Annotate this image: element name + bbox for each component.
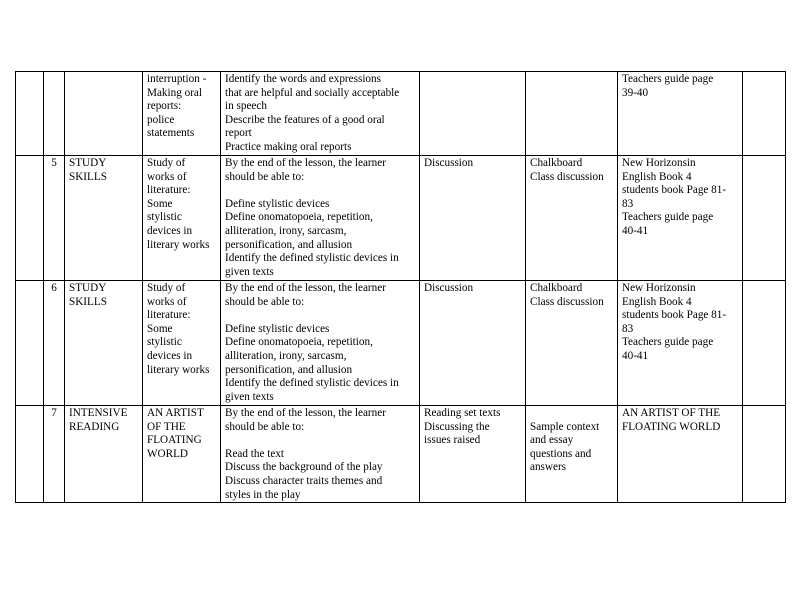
activities-cell — [420, 72, 526, 156]
subtopic-line: works of — [147, 295, 187, 308]
scheme-of-work-table — [15, 71, 786, 503]
subtopic-line: Some — [147, 197, 173, 210]
remarks-cell — [743, 156, 786, 281]
topic-cell — [65, 156, 143, 281]
references-line: Teachers guide page — [622, 336, 714, 349]
references-line: 83 — [622, 197, 634, 210]
subtopic-line: literary works — [147, 363, 210, 376]
references-cell — [618, 72, 743, 156]
lesson-number-text: 6 — [51, 282, 57, 294]
references-line: English Book 4 — [622, 170, 692, 183]
activities-line: Discussion — [424, 282, 474, 294]
resources-line: Sample context — [530, 420, 600, 433]
resources-line — [530, 407, 613, 421]
topic-line: SKILLS — [69, 170, 107, 183]
week-cell — [16, 72, 44, 156]
references-line: New Horizonsin — [622, 157, 696, 169]
objectives-line: Define onomatopoeia, repetition, — [225, 336, 373, 349]
objectives-line: Describe the features of a good oral — [225, 113, 385, 126]
subtopic-line: devices in — [147, 224, 193, 237]
references-line: English Book 4 — [622, 295, 692, 308]
objectives-line: Identify the defined stylistic devices in — [225, 252, 399, 265]
topic-cell — [65, 72, 143, 156]
subtopic-cell — [143, 281, 221, 406]
subtopic-cell — [143, 156, 221, 281]
subtopic-cell — [143, 72, 221, 156]
week-cell — [16, 156, 44, 281]
resources-line: Class discussion — [530, 170, 604, 183]
objectives-line: Define stylistic devices — [225, 197, 330, 210]
subtopic-line: Study of — [147, 157, 186, 169]
objectives-line: By the end of the lesson, the learner — [225, 157, 386, 169]
objectives-line: By the end of the lesson, the learner — [225, 282, 386, 294]
subtopic-line: devices in — [147, 349, 193, 362]
objectives-line: should be able to: — [225, 170, 305, 183]
objectives-line: personification, and allusion — [225, 363, 353, 376]
resources-line: Class discussion — [530, 295, 604, 308]
objectives-line: Discuss the background of the play — [225, 461, 383, 474]
objectives-line: in speech — [225, 100, 267, 113]
subtopic-line: police — [147, 113, 175, 126]
references-line: New Horizonsin — [622, 282, 696, 294]
subtopic-line: stylistic — [147, 336, 182, 349]
week-cell — [16, 281, 44, 406]
resources-line: Chalkboard — [530, 282, 583, 294]
resources-line: and essay — [530, 434, 574, 447]
objectives-line: given texts — [225, 390, 274, 403]
activities-line: issues raised — [424, 434, 481, 447]
lesson-number-cell — [44, 406, 65, 503]
objectives-cell — [221, 72, 420, 156]
subtopic-line: statements — [147, 127, 195, 140]
lesson-number-cell — [44, 156, 65, 281]
subtopic-line: Making oral — [147, 86, 202, 99]
activities-line: Reading set texts — [424, 407, 501, 419]
resources-cell — [526, 406, 618, 503]
objectives-line: should be able to: — [225, 420, 305, 433]
resources-cell — [526, 281, 618, 406]
objectives-line: should be able to: — [225, 295, 305, 308]
references-line: students book Page 81- — [622, 184, 727, 197]
table-row — [16, 72, 786, 156]
lesson-number-cell — [44, 72, 65, 156]
subtopic-line: reports: — [147, 100, 182, 113]
topic-line: INTENSIVE — [69, 407, 128, 419]
table-row — [16, 406, 786, 503]
objectives-line — [225, 184, 415, 198]
subtopic-line: interruption - — [147, 73, 207, 85]
resources-line: answers — [530, 461, 567, 474]
subtopic-line: OF THE — [147, 420, 186, 433]
references-line: Teachers guide page — [622, 73, 714, 85]
activities-line: Discussion — [424, 157, 474, 169]
objectives-line: alliteration, irony, sarcasm, — [225, 224, 347, 237]
subtopic-line: WORLD — [147, 447, 189, 460]
references-line: 83 — [622, 322, 634, 335]
objectives-line: Practice making oral reports — [225, 140, 352, 153]
objectives-line — [225, 434, 415, 448]
objectives-line: given texts — [225, 265, 274, 278]
references-line: students book Page 81- — [622, 309, 727, 322]
objectives-line: Identify the defined stylistic devices in — [225, 377, 399, 390]
subtopic-line: literary works — [147, 238, 210, 251]
subtopic-line: AN ARTIST — [147, 407, 204, 419]
resources-line: questions and — [530, 447, 592, 460]
activities-line: Discussing the — [424, 420, 490, 433]
objectives-line: report — [225, 127, 252, 140]
subtopic-line: literature: — [147, 309, 191, 322]
references-line: AN ARTIST OF THE — [622, 407, 721, 419]
remarks-cell — [743, 72, 786, 156]
remarks-cell — [743, 281, 786, 406]
topic-line: READING — [69, 420, 120, 433]
topic-line: SKILLS — [69, 295, 107, 308]
objectives-cell — [221, 406, 420, 503]
references-line: FLOATING WORLD — [622, 420, 721, 433]
topic-line: STUDY — [69, 282, 107, 294]
topic-line: STUDY — [69, 157, 107, 169]
objectives-cell — [221, 281, 420, 406]
table-row — [16, 281, 786, 406]
objectives-line — [225, 309, 415, 323]
lesson-number-text: 7 — [51, 407, 57, 419]
week-cell — [16, 406, 44, 503]
activities-cell — [420, 406, 526, 503]
objectives-line: Define stylistic devices — [225, 322, 330, 335]
objectives-line: Define onomatopoeia, repetition, — [225, 211, 373, 224]
subtopic-line: Study of — [147, 282, 186, 294]
objectives-line: Read the text — [225, 447, 285, 460]
subtopic-line: Some — [147, 322, 173, 335]
resources-line: Chalkboard — [530, 157, 583, 169]
activities-cell — [420, 281, 526, 406]
resources-cell — [526, 156, 618, 281]
objectives-line: Discuss character traits themes and — [225, 474, 383, 487]
topic-cell — [65, 281, 143, 406]
subtopic-cell — [143, 406, 221, 503]
activities-cell — [420, 156, 526, 281]
references-cell — [618, 406, 743, 503]
resources-cell — [526, 72, 618, 156]
objectives-line: alliteration, irony, sarcasm, — [225, 349, 347, 362]
objectives-line: By the end of the lesson, the learner — [225, 407, 386, 419]
references-cell — [618, 156, 743, 281]
subtopic-line: stylistic — [147, 211, 182, 224]
references-line: 40-41 — [622, 349, 649, 362]
objectives-line: personification, and allusion — [225, 238, 353, 251]
subtopic-line: works of — [147, 170, 187, 183]
subtopic-line: literature: — [147, 184, 191, 197]
subtopic-line: FLOATING — [147, 434, 202, 447]
references-line: 39-40 — [622, 86, 649, 99]
lesson-number-cell — [44, 281, 65, 406]
objectives-line: styles in the play — [225, 488, 301, 501]
references-line: Teachers guide page — [622, 211, 714, 224]
references-cell — [618, 281, 743, 406]
objectives-line: that are helpful and socially acceptable — [225, 86, 400, 99]
remarks-cell — [743, 406, 786, 503]
lesson-number-text: 5 — [51, 157, 57, 169]
references-line: 40-41 — [622, 224, 649, 237]
objectives-cell — [221, 156, 420, 281]
objectives-line: Identify the words and expressions — [225, 73, 381, 85]
table-row — [16, 156, 786, 281]
topic-cell — [65, 406, 143, 503]
